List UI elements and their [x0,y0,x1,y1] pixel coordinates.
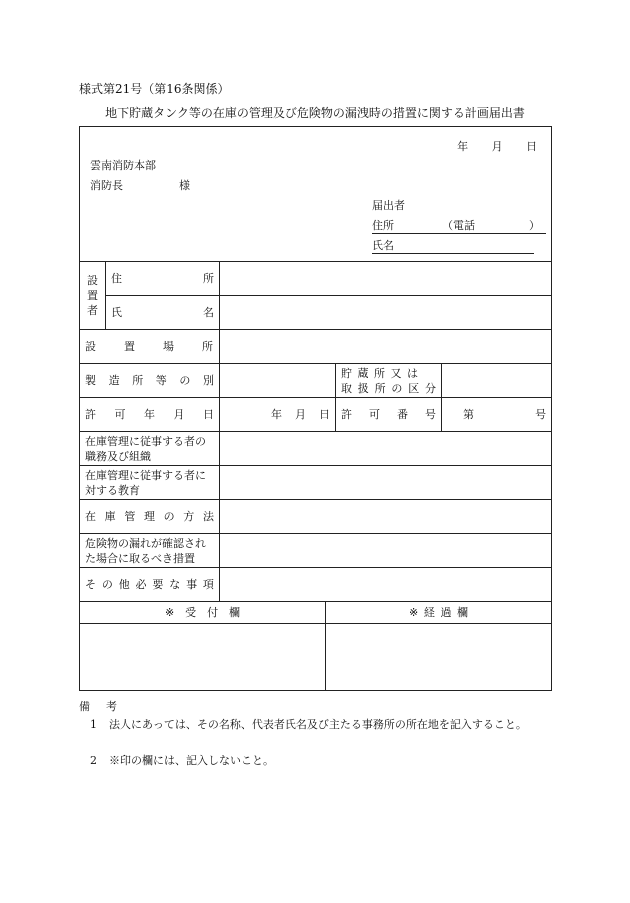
label-char: 製 [85,374,96,387]
leak-measures-field[interactable] [220,534,552,568]
installer-name-label [106,296,220,330]
permit-date-field[interactable] [220,398,336,432]
inventory-method-field[interactable] [220,500,552,534]
label-char: 他 [118,578,130,591]
label-char: 場 [163,340,174,353]
label-char: 許 [341,408,352,421]
label-char: の [391,381,403,395]
label-char: 別 [202,374,214,387]
label-char: 管 [124,510,136,523]
location-field[interactable] [220,330,552,364]
label-char: 受 [185,606,197,619]
label-char: 蔵 [357,366,369,380]
label-char: 扱 [357,381,369,395]
notifier-address-line [372,218,546,234]
notification-form-table [79,126,552,691]
label-char: 所 [374,381,386,395]
installer-address-field[interactable] [220,262,552,296]
label-char: は [407,366,418,380]
label-char: 所 [202,340,213,353]
storage-type-label [336,364,442,398]
permit-date-label [80,398,220,432]
label-char: 住 [111,272,122,285]
label-char: 許 [85,408,96,421]
remark-note-2-number: 2 [90,754,97,767]
remarks-char: 備 [79,700,90,713]
permit-month: 月 [295,408,306,421]
form-number: 様式第21号（第16条関係） [79,82,230,96]
phone-close: ） [529,219,540,232]
name-label: 氏名 [372,239,394,252]
phone-label: （電話 [442,219,475,232]
installer-address-label [106,262,220,296]
label-char: の [179,374,191,387]
remark-note-1-text: 法人にあっては、その名称、代表者氏名及び主たる事務所の所在地を記入すること。 [109,718,527,731]
label-char: 置 [124,340,135,353]
manager-education-field[interactable] [220,466,552,500]
label-char: 在 [85,510,96,523]
label-char: 理 [143,510,155,523]
date-month: 月 [491,140,503,153]
label-char: 名 [203,306,214,319]
notifier-label: 届出者 [372,199,405,212]
label-char: 年 [144,408,155,421]
recipient-chief: 消防長 [90,179,123,192]
label-char: ※ [409,606,419,619]
installer-char-2: 置 [87,289,98,302]
manager-duty-label: 在庫管理に従事する者の職務及び組織 [80,432,220,466]
progress-column-header [326,602,552,624]
manager-duty-field[interactable] [220,432,552,466]
honorific: 様 [179,179,190,192]
reception-column-header [80,602,326,624]
label-char: 経 [423,606,435,619]
permit-number-suffix: 号 [535,408,547,421]
label-char: 欄 [457,606,469,619]
permit-year: 年 [271,408,282,421]
date-year: 年 [457,140,469,153]
notifier-name-line [372,238,534,254]
label-char: 月 [173,408,185,421]
label-char: 項 [202,578,214,591]
label-char: 事 [186,578,198,591]
facility-type-field[interactable] [220,364,336,398]
submission-date [457,139,537,154]
label-char: 可 [114,408,126,421]
label-char: 欄 [228,606,240,619]
inventory-method-label [80,500,220,534]
label-char: 又 [390,366,402,380]
label-char: ※ [165,606,175,619]
label-char: の [101,578,113,591]
permit-number-label [336,398,442,432]
form-title: 地下貯蔵タンク等の在庫の管理及び危険物の漏洩時の措置に関する計画届出書 [105,106,525,120]
label-char: 日 [203,408,214,421]
storage-type-field[interactable] [442,364,552,398]
label-char: 要 [152,578,164,591]
label-char: 番 [397,408,408,421]
permit-number-prefix: 第 [463,408,474,421]
label-char: 分 [424,381,436,395]
label-char: 方 [183,510,195,523]
label-char: 付 [207,606,219,619]
label-char: 所 [203,272,214,285]
other-items-field[interactable] [220,568,552,602]
label-char: 号 [425,408,436,421]
label-char: の [163,510,175,523]
label-char: 必 [135,578,147,591]
label-char: 区 [408,381,420,395]
installer-group-label [80,262,106,330]
label-char: 法 [202,510,214,523]
label-char: そ [85,578,96,591]
date-day: 日 [526,140,538,153]
label-char: 所 [132,374,144,387]
label-char: 設 [85,340,96,353]
installer-name-field[interactable] [220,296,552,330]
label-char: 等 [155,374,167,387]
remarks-title [79,698,117,714]
installer-char-3: 者 [87,304,98,317]
permit-number-field[interactable] [442,398,552,432]
label-char: 取 [341,381,352,395]
label-char: 貯 [341,366,352,380]
installer-char-1: 設 [87,274,98,287]
label-char: 可 [369,408,380,421]
manager-education-label: 在庫管理に従事する者に対する教育 [80,466,220,500]
progress-field [326,624,552,691]
location-label [80,330,220,364]
leak-measures-label: 危険物の漏れが確認された場合に取るべき措置 [80,534,220,568]
label-char: 庫 [104,510,116,523]
permit-day: 日 [319,408,330,421]
remark-note-1-number: 1 [90,718,97,731]
label-char: 造 [108,374,120,387]
recipient-org: 雲南消防本部 [90,159,156,172]
other-items-label [80,568,220,602]
reception-field [80,624,326,691]
label-char: 所 [374,366,385,380]
label-char: 氏 [111,306,122,319]
address-label: 住所 [372,219,394,232]
label-char: な [169,578,181,591]
remarks-char: 考 [106,700,117,713]
label-char: 過 [440,606,452,619]
remark-note-2-text: ※印の欄には、記入しないこと。 [109,754,274,767]
facility-type-label [80,364,220,398]
header-section [80,127,552,262]
